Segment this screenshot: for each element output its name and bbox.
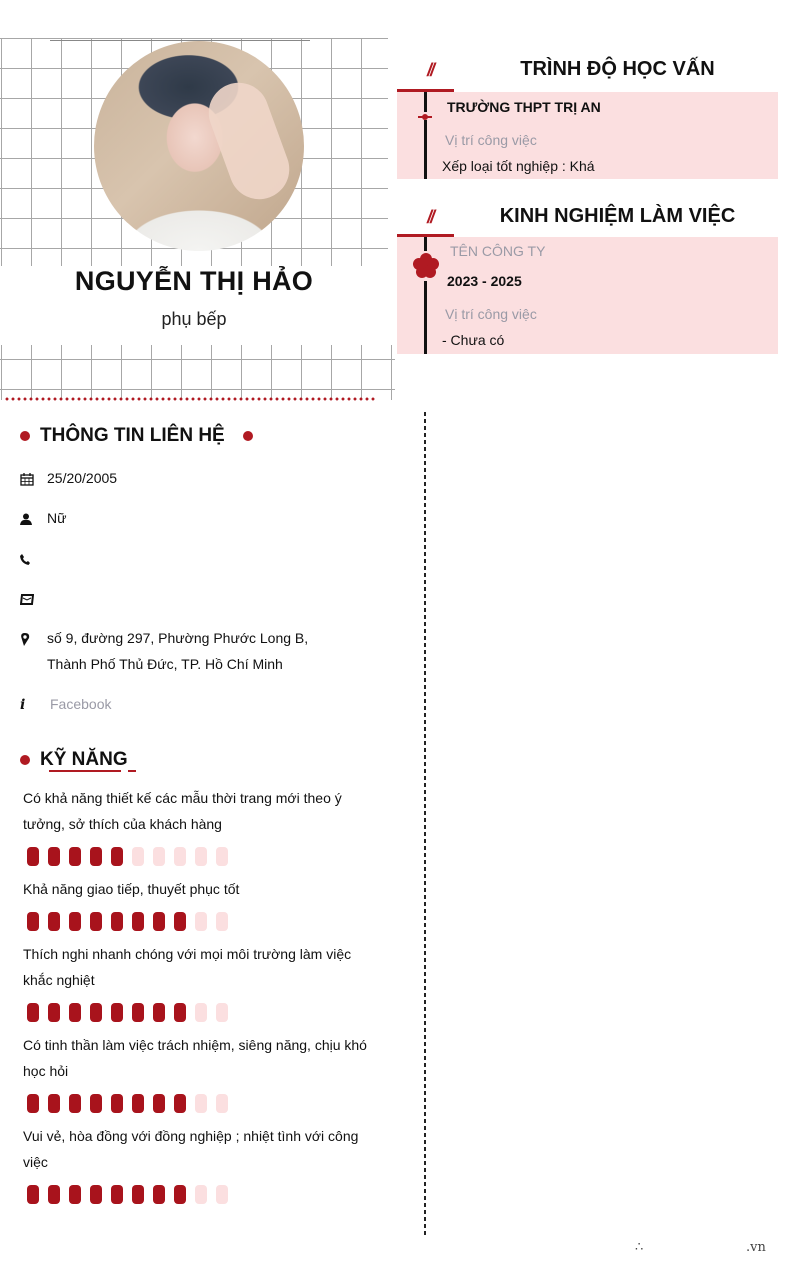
rating-dot-empty-icon bbox=[216, 1094, 228, 1113]
column-divider bbox=[424, 412, 426, 1238]
rating-dot-empty-icon bbox=[216, 847, 228, 866]
rating-dot-filled-icon bbox=[111, 1185, 123, 1204]
email-icon bbox=[20, 590, 47, 608]
rating-dot-filled-icon bbox=[153, 1003, 165, 1022]
calendar-icon bbox=[20, 470, 47, 488]
rating-dot-filled-icon bbox=[27, 912, 39, 931]
timeline-line bbox=[424, 237, 427, 251]
slash-icon: // bbox=[427, 207, 434, 227]
bullet-icon bbox=[243, 431, 253, 441]
rating-dot-filled-icon bbox=[69, 1003, 81, 1022]
contact-address bbox=[20, 630, 320, 677]
rating-dot-filled-icon bbox=[174, 912, 186, 931]
skill-item bbox=[23, 941, 373, 1022]
slash-icon: // bbox=[427, 60, 434, 80]
avatar-photo-detail bbox=[200, 74, 297, 207]
rating-dot-filled-icon bbox=[48, 912, 60, 931]
rating-dot-filled-icon bbox=[174, 1094, 186, 1113]
rating-dot-empty-icon bbox=[216, 1185, 228, 1204]
rating-dot-empty-icon bbox=[132, 847, 144, 866]
address-value: số 9, đường 297, Phường Phước Long B, Thành Phố Thủ Đức, TP. Hồ Chí Minh bbox=[47, 630, 309, 672]
contact-heading: THÔNG TIN LIÊN HỆ bbox=[40, 425, 225, 446]
skill-item bbox=[23, 1032, 373, 1113]
rating-dot-filled-icon bbox=[27, 1094, 39, 1113]
skill-item bbox=[23, 785, 373, 866]
watermark-symbol: ∴ bbox=[635, 1240, 644, 1255]
facebook-link[interactable]: Facebook bbox=[50, 696, 112, 712]
rating-dot-filled-icon bbox=[111, 912, 123, 931]
rating-dot-filled-icon bbox=[69, 1185, 81, 1204]
work-period: 2023 - 2025 bbox=[447, 273, 522, 289]
school-name: TRƯỜNG THPT TRỊ AN bbox=[447, 99, 601, 115]
location-icon bbox=[20, 630, 47, 648]
profile-header bbox=[0, 0, 396, 402]
phone-icon bbox=[20, 550, 47, 568]
rating-dot-empty-icon bbox=[216, 1003, 228, 1022]
bullet-icon bbox=[20, 755, 30, 765]
rating-dot-filled-icon bbox=[90, 847, 102, 866]
contact-social bbox=[20, 696, 111, 717]
rating-dot-filled-icon bbox=[90, 912, 102, 931]
timeline-line bbox=[424, 92, 427, 112]
skill-label: Khả năng giao tiếp, thuyết phục tốt bbox=[23, 881, 240, 897]
rating-dot-filled-icon bbox=[90, 1094, 102, 1113]
heading-underline bbox=[128, 770, 136, 772]
person-title: phụ bếp bbox=[161, 309, 227, 329]
experience-heading: KINH NGHIỆM LÀM VIỆC bbox=[499, 205, 736, 227]
rating-dot-filled-icon bbox=[90, 1185, 102, 1204]
experience-entry bbox=[397, 237, 778, 354]
education-heading: TRÌNH ĐỘ HỌC VẤN bbox=[520, 58, 715, 80]
avatar bbox=[94, 41, 304, 251]
experience-detail: - Chưa có bbox=[442, 332, 505, 348]
rating-dot-filled-icon bbox=[27, 1185, 39, 1204]
contact-phone bbox=[20, 550, 47, 568]
skill-rating bbox=[23, 1094, 373, 1113]
skill-label: Thích nghi nhanh chóng với mọi môi trường làm việc khắc nghiệt bbox=[23, 946, 352, 988]
rating-dot-filled-icon bbox=[132, 1003, 144, 1022]
education-entry bbox=[397, 92, 778, 179]
rating-dot-empty-icon bbox=[195, 847, 207, 866]
bullet-icon bbox=[20, 431, 30, 441]
info-icon: i bbox=[20, 697, 26, 713]
rating-dot-filled-icon bbox=[69, 912, 81, 931]
skill-rating bbox=[23, 1003, 373, 1022]
contact-email bbox=[20, 590, 47, 608]
skill-label: Vui vẻ, hòa đồng với đồng nghiệp ; nhiệt tình với công việc bbox=[23, 1128, 359, 1170]
rating-dot-empty-icon bbox=[195, 1185, 207, 1204]
rating-dot-filled-icon bbox=[48, 1185, 60, 1204]
person-name: NGUYỄN THỊ HẢO bbox=[74, 266, 314, 296]
rating-dot-filled-icon bbox=[153, 1185, 165, 1204]
contact-birthdate bbox=[20, 470, 117, 491]
rating-dot-filled-icon bbox=[153, 912, 165, 931]
contact-heading-row bbox=[20, 422, 253, 450]
position-label: Vị trí công việc bbox=[445, 306, 537, 322]
rating-dot-filled-icon bbox=[174, 1185, 186, 1204]
flower-icon bbox=[412, 252, 440, 280]
grid-decoration bbox=[0, 345, 395, 400]
rating-dot-empty-icon bbox=[195, 1094, 207, 1113]
rating-dot-filled-icon bbox=[27, 1003, 39, 1022]
timeline-line bbox=[424, 281, 427, 354]
rating-dot-filled-icon bbox=[48, 1094, 60, 1113]
heading-underline bbox=[49, 770, 121, 772]
skill-item bbox=[23, 1123, 373, 1204]
rating-dot-filled-icon bbox=[174, 1003, 186, 1022]
contact-gender bbox=[20, 510, 66, 531]
birthdate-value: 25/20/2005 bbox=[47, 470, 118, 486]
rating-dot-filled-icon bbox=[27, 847, 39, 866]
rating-dot-filled-icon bbox=[69, 847, 81, 866]
rating-dot-empty-icon bbox=[195, 1003, 207, 1022]
skill-item bbox=[23, 876, 373, 931]
rating-dot-empty-icon bbox=[195, 912, 207, 931]
rating-dot-filled-icon bbox=[69, 1094, 81, 1113]
company-name: TÊN CÔNG TY bbox=[450, 243, 546, 259]
gender-value: Nữ bbox=[47, 510, 67, 526]
timeline-line bbox=[424, 120, 427, 179]
rating-dot-filled-icon bbox=[48, 1003, 60, 1022]
skill-label: Có khả năng thiết kế các mẫu thời trang mới theo ý tưởng, sở thích của khách hàng bbox=[23, 790, 342, 832]
rating-dot-empty-icon bbox=[216, 912, 228, 931]
watermark-domain: .vn bbox=[746, 1240, 766, 1255]
position-label: Vị trí công việc bbox=[445, 132, 537, 148]
skills-heading: KỸ NĂNG bbox=[40, 749, 128, 770]
rating-dot-filled-icon bbox=[132, 1094, 144, 1113]
skill-rating bbox=[23, 847, 373, 866]
rating-dot-filled-icon bbox=[132, 1185, 144, 1204]
graduation-rank: Xếp loại tốt nghiệp : Khá bbox=[442, 158, 595, 174]
skill-rating bbox=[23, 1185, 373, 1204]
rating-dot-filled-icon bbox=[90, 1003, 102, 1022]
user-icon bbox=[20, 510, 47, 528]
experience-section bbox=[397, 205, 778, 354]
rating-dot-empty-icon bbox=[174, 847, 186, 866]
skill-label: Có tinh thần làm việc trách nhiệm, siêng năng, chịu khó học hỏi bbox=[23, 1037, 367, 1079]
rating-dot-filled-icon bbox=[132, 912, 144, 931]
rating-dot-filled-icon bbox=[153, 1094, 165, 1113]
rating-dot-filled-icon bbox=[111, 1003, 123, 1022]
rating-dot-filled-icon bbox=[111, 1094, 123, 1113]
education-section bbox=[397, 58, 778, 179]
rating-dot-filled-icon bbox=[111, 847, 123, 866]
skill-rating bbox=[23, 912, 373, 931]
rating-dot-filled-icon bbox=[48, 847, 60, 866]
dotted-divider bbox=[4, 397, 376, 401]
rating-dot-empty-icon bbox=[153, 847, 165, 866]
